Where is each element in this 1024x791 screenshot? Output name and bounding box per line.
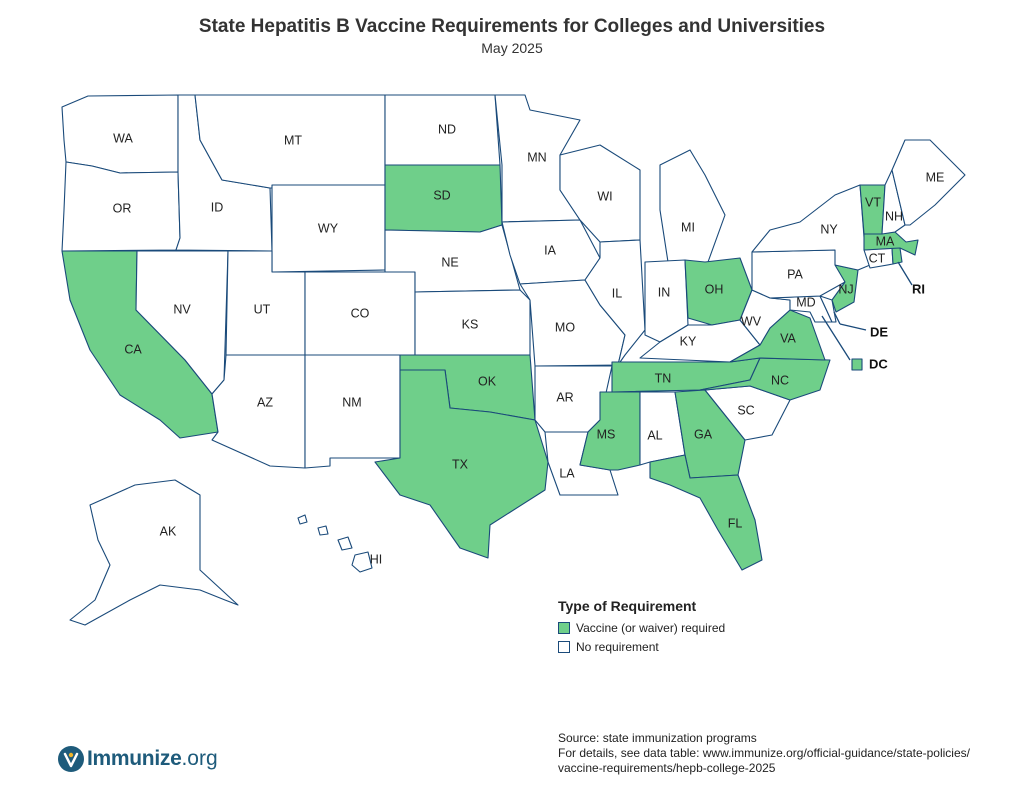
logo-wordmark: Immunize	[87, 747, 182, 770]
state-label-ks: KS	[461, 317, 479, 332]
state-label-fl: FL	[727, 516, 743, 531]
state-hi[interactable]	[298, 515, 372, 572]
state-label-ms: MS	[596, 427, 616, 442]
state-label-la: LA	[559, 466, 575, 481]
state-label-md: MD	[796, 295, 816, 310]
state-label-mt: MT	[283, 133, 303, 148]
state-label-sd: SD	[433, 188, 451, 203]
legend-title: Type of Requirement	[558, 598, 697, 614]
state-label-wa: WA	[113, 131, 133, 146]
state-label-mi: MI	[681, 220, 695, 235]
state-label-ut: UT	[253, 302, 271, 317]
state-label-az: AZ	[257, 395, 273, 410]
callout-line-de-2	[840, 324, 866, 330]
state-mi[interactable]	[660, 150, 725, 262]
legend-swatch-required	[558, 622, 570, 634]
state-label-ia: IA	[544, 243, 556, 258]
state-label-wi: WI	[597, 189, 613, 204]
callout-line-ri	[898, 262, 912, 285]
details-line[interactable]: For details, see data table: www.immunize.org/official-guidance/state-policies/	[558, 746, 970, 760]
state-az[interactable]	[212, 355, 305, 468]
state-label-nh: NH	[884, 209, 904, 224]
state-label-il: IL	[611, 286, 623, 301]
state-label-ny: NY	[820, 222, 838, 237]
state-label-oh: OH	[704, 282, 724, 297]
details-line-continued[interactable]: vaccine-requirements/hepb-college-2025	[558, 761, 776, 775]
state-label-co: CO	[350, 306, 370, 321]
state-label-ca: CA	[124, 342, 142, 357]
state-ak[interactable]	[70, 480, 238, 625]
state-label-ak: AK	[159, 524, 177, 539]
page-title: State Hepatitis B Vaccine Requirements for Colleges and Universities	[198, 16, 826, 37]
state-label-vt: VT	[865, 195, 881, 210]
callout-line-dc	[822, 316, 850, 360]
source-line: Source: state immunization programs	[558, 731, 757, 745]
state-label-nm: NM	[342, 395, 362, 410]
state-label-mo: MO	[554, 320, 576, 335]
state-label-in: IN	[657, 285, 671, 300]
state-label-ct: CT	[868, 251, 886, 266]
legend-swatch-none	[558, 641, 570, 653]
state-vt[interactable]	[860, 185, 885, 234]
state-label-mn: MN	[527, 150, 547, 165]
state-label-hi: HI	[369, 552, 383, 567]
state-label-or: OR	[112, 201, 132, 216]
state-ri[interactable]	[892, 248, 902, 264]
state-label-id: ID	[210, 200, 224, 215]
state-nm[interactable]	[305, 355, 400, 468]
state-label-ne: NE	[441, 255, 459, 270]
page-subtitle: May 2025	[481, 40, 543, 56]
state-label-ky: KY	[679, 334, 697, 349]
state-label-ar: AR	[556, 390, 574, 405]
callout-label-dc: DC	[869, 356, 888, 372]
legend-label-required: Vaccine (or waiver) required	[576, 620, 726, 635]
legend-item-none	[558, 637, 725, 656]
immunize-logo[interactable]	[58, 746, 218, 772]
callout-label-ri: RI	[912, 281, 925, 297]
callout-label-de: DE	[870, 324, 889, 340]
state-label-nj: NJ	[838, 282, 854, 297]
state-dc[interactable]	[852, 359, 862, 370]
source-note	[558, 731, 970, 776]
legend-item-required	[558, 618, 725, 637]
state-label-wv: WV	[740, 314, 762, 329]
state-label-tx: TX	[452, 457, 468, 472]
state-label-al: AL	[647, 428, 663, 443]
state-label-me: ME	[925, 170, 945, 185]
immunize-logo-icon	[58, 746, 84, 772]
state-label-ga: GA	[693, 427, 713, 442]
state-label-pa: PA	[787, 267, 803, 282]
state-label-nd: ND	[437, 122, 457, 137]
state-label-nc: NC	[770, 373, 790, 388]
state-label-va: VA	[780, 331, 796, 346]
state-label-ok: OK	[477, 374, 497, 389]
legend-label-none: No requirement	[576, 639, 659, 654]
state-label-wy: WY	[317, 221, 339, 236]
state-label-tn: TN	[654, 371, 672, 386]
legend	[558, 598, 725, 656]
state-label-ma: MA	[875, 234, 895, 249]
logo-suffix: .org	[181, 747, 218, 770]
state-label-sc: SC	[737, 403, 755, 418]
state-label-nv: NV	[173, 302, 191, 317]
